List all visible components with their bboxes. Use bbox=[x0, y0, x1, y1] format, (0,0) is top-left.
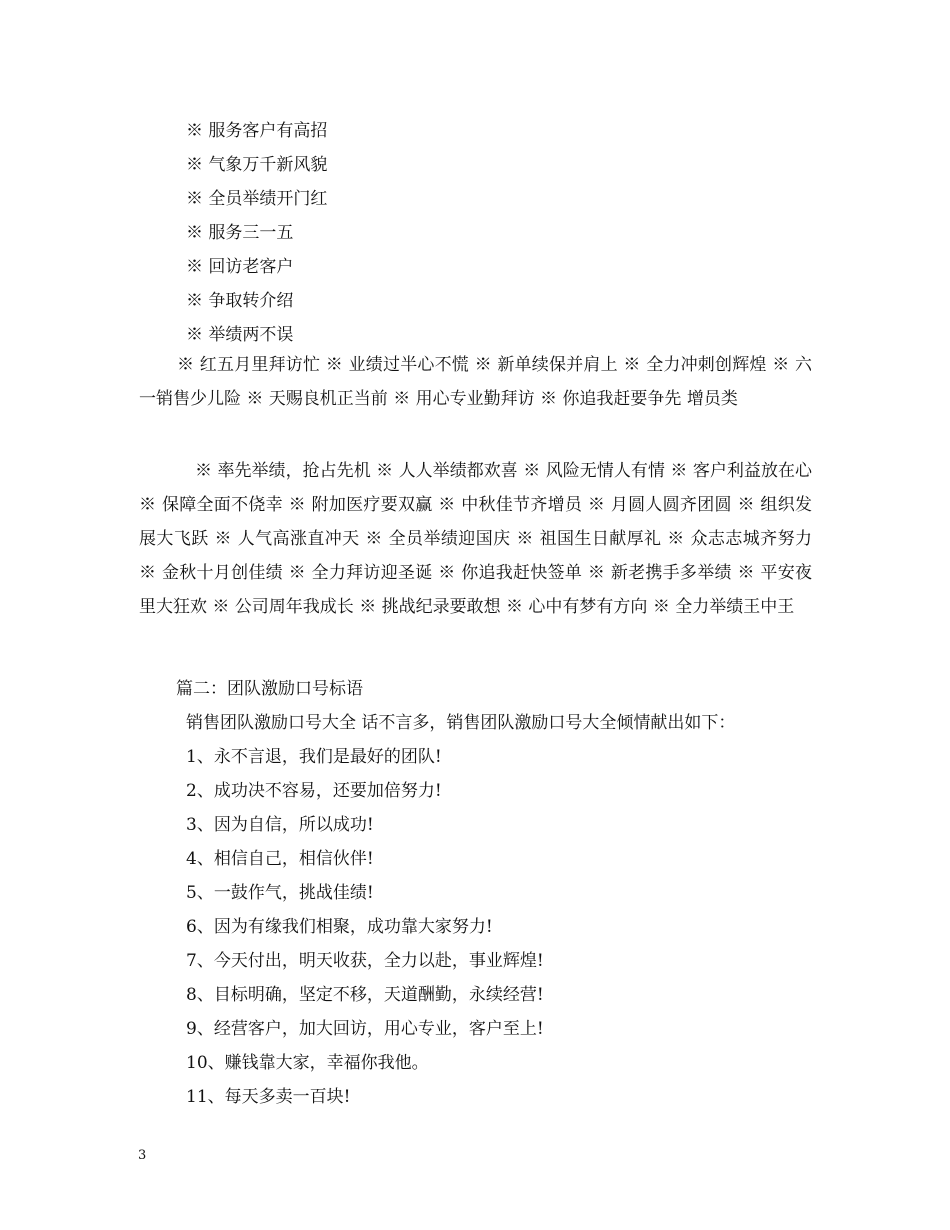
bullet-line: ※ 服务三一五 bbox=[186, 223, 294, 243]
slogan-item: 2、成功决不容易，还要加倍努力! bbox=[186, 781, 442, 801]
bullet-line: ※ 争取转介绍 bbox=[186, 291, 294, 311]
slogan-item: 3、因为自信，所以成功! bbox=[186, 815, 374, 835]
slogan-paragraph-2: ※ 率先举绩，抢占先机 ※ 人人举绩都欢喜 ※ 风险无情人有情 ※ 客户利益放在心 ※ 保障全面不侥幸 ※ 附加医疗要双赢 ※ 中秋佳节齐增员 ※ 月圆人圆齐团圆 ※ 组织发展大飞跃 ※ 人气高涨直冲天 ※ 全员举绩迎国庆 ※ 祖国生日献厚礼 ※ 众志志城齐努力 ※ 金秋十月创佳绩 ※ 全力拜访迎圣诞 ※ 你追我赶快签单 ※ 新老携手多举绩 ※ 平安夜里大狂欢 ※ 公司周年我成长 ※ 挑战纪录要敢想 ※ 心中有梦有方向 ※ 全力举绩王中王 bbox=[139, 461, 812, 617]
bullet-line: ※ 全员举绩开门红 bbox=[186, 189, 328, 209]
bullet-line: ※ 举绩两不误 bbox=[186, 325, 294, 345]
slogan-item: 4、相信自己，相信伙伴! bbox=[186, 849, 374, 869]
intro-line: 销售团队激励口号大全 话不言多，销售团队激励口号大全倾情献出如下： bbox=[186, 713, 736, 733]
slogan-item: 10、赚钱靠大家，幸福你我他。 bbox=[186, 1053, 429, 1073]
slogan-item: 6、因为有缘我们相聚，成功靠大家努力! bbox=[186, 917, 493, 937]
slogan-item: 5、一鼓作气，挑战佳绩! bbox=[186, 883, 374, 903]
slogan-item: 1、永不言退，我们是最好的团队! bbox=[186, 747, 442, 767]
bullet-line: ※ 回访老客户 bbox=[186, 257, 294, 277]
slogan-item: 8、目标明确，坚定不移，天道酬勤，永续经营! bbox=[186, 985, 544, 1005]
slogan-item: 11、每天多卖一百块! bbox=[186, 1087, 351, 1107]
slogan-item: 9、经营客户，加大回访，用心专业，客户至上! bbox=[186, 1019, 544, 1039]
slogan-item: 7、今天付出，明天收获，全力以赴，事业辉煌! bbox=[186, 951, 544, 971]
bullet-line: ※ 气象万千新风貌 bbox=[186, 155, 328, 175]
bullet-line: ※ 服务客户有高招 bbox=[186, 121, 328, 141]
slogan-paragraph-1: ※ 红五月里拜访忙 ※ 业绩过半心不慌 ※ 新单续保并肩上 ※ 全力冲刺创辉煌 ※ 六一销售少儿险 ※ 天赐良机正当前 ※ 用心专业勤拜访 ※ 你追我赶要争先 增员类 bbox=[139, 355, 812, 409]
section-title: 篇二：团队激励口号标语 bbox=[176, 679, 363, 699]
page-number: 3 bbox=[138, 1148, 147, 1163]
